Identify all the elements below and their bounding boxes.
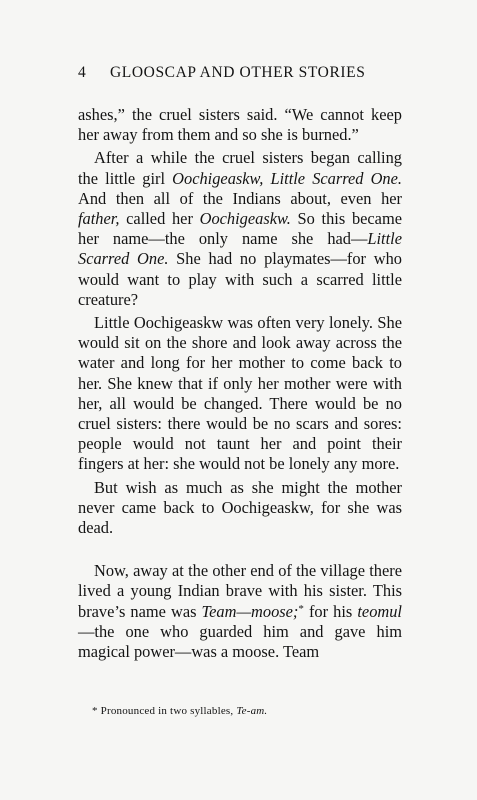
- body-text: [78, 105, 402, 662]
- italic-run: father,: [78, 209, 120, 229]
- paragraph: [78, 478, 402, 539]
- text-run: Little Oochigeaskw was often very lonely. She would sit on the shore and look away across the water and long for her mother to come back to her. She knew that if only her mother were with her, all would be changed. There would be no cruel sisters: there would be no scars and sores: people would not taunt her and point their fingers at her: she would not be lonely any more.: [78, 313, 402, 474]
- paragraph: [78, 313, 402, 475]
- footnote-marker: *: [92, 705, 98, 717]
- text-run: ashes,” the cruel sisters said. “We cannot keep her away from them and so she is burned.”: [78, 105, 402, 145]
- text-run: Now, away at the other end of the village there lived a young Indian brave with his sister. This brave’s name was: [78, 561, 402, 621]
- paragraph: [78, 148, 402, 310]
- text-run: And then all of the Indians about, even her: [78, 188, 402, 208]
- italic-run: Team—moose;: [201, 601, 299, 621]
- paragraph: [78, 561, 402, 662]
- text-run: —the one who guarded him and gave him magical power—was a moose. Team: [78, 621, 402, 662]
- running-head: [78, 64, 400, 86]
- footnote: [92, 704, 402, 718]
- footnote-reference-mark: *: [298, 602, 304, 615]
- text-run: called her: [119, 209, 200, 229]
- text-run: But wish as much as she might the mother never came back to Oochigeaskw, for she was dead.: [78, 477, 402, 538]
- paragraph: [78, 105, 402, 145]
- italic-run: Oochigeaskw.: [199, 209, 291, 229]
- text-run: She had no playmates—for who would want to play with such a scarred little creature?: [78, 249, 402, 309]
- italic-run: teomul: [357, 601, 402, 621]
- footnote-italic-text: Te-am.: [236, 705, 268, 717]
- italic-run: Oochigeaskw, Little Scarred One.: [172, 168, 402, 188]
- text-run: After a while the cruel sisters began calling the little girl: [78, 148, 402, 188]
- page-number: 4: [78, 64, 87, 81]
- italic-run: Little Scarred One.: [78, 229, 402, 269]
- text-run: for his: [303, 601, 358, 621]
- book-title: GLOOSCAP AND OTHER STORIES: [110, 64, 366, 81]
- footnote-text: Pronounced in two syllables,: [100, 705, 237, 717]
- text-run: So this became her name—the only name she had—: [78, 209, 402, 249]
